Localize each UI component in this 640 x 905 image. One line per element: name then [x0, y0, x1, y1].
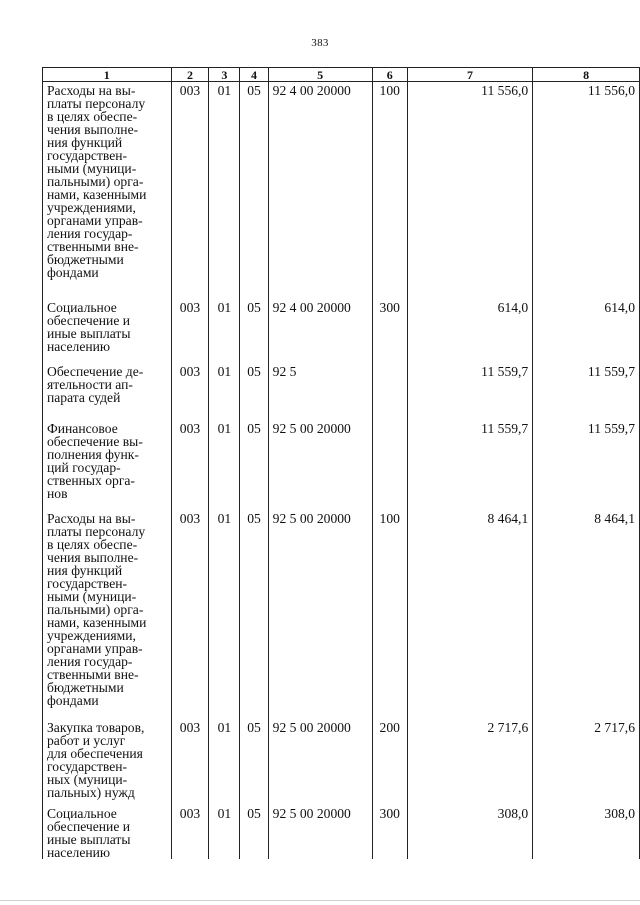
expense-name-line: ления государ- [47, 653, 133, 669]
amount-col8-cell: 614,0 [533, 299, 640, 363]
table-row [43, 719, 640, 805]
table-row [43, 805, 640, 859]
expense-name-line: пальными) орга- [47, 174, 144, 189]
admin-code-cell: 003 [171, 363, 209, 420]
amount-col7-cell: 308,0 [407, 805, 532, 859]
expense-name-cell [43, 363, 172, 420]
amount-col7-cell: 614,0 [407, 299, 532, 363]
expense-name-line: обеспечение и [47, 312, 131, 328]
amount-col7-cell: 11 559,7 [407, 420, 532, 510]
expense-name-cell [43, 510, 172, 719]
expense-name-line: фондами [47, 265, 99, 280]
expense-name-line: ятельности ап- [47, 376, 133, 392]
amount-col8-cell: 11 559,7 [533, 420, 640, 510]
amount-col7-cell: 8 464,1 [407, 510, 532, 719]
target-article-cell: 92 4 00 20000 [268, 82, 372, 299]
expense-name-line: иные выплаты [47, 831, 131, 847]
subsection-code-cell: 05 [240, 82, 268, 299]
section-code-cell: 01 [209, 363, 240, 420]
expense-type-cell [372, 363, 407, 420]
column-header: 6 [372, 68, 407, 82]
amount-col7-cell: 2 717,6 [407, 719, 532, 805]
expense-name-line: ций государ- [47, 459, 121, 475]
amount-col8-cell: 11 556,0 [533, 82, 640, 299]
column-header: 5 [268, 68, 372, 82]
expense-name-line: ственными вне- [47, 239, 139, 254]
admin-code-cell: 003 [171, 510, 209, 719]
column-header: 4 [240, 68, 268, 82]
table-row [43, 299, 640, 363]
target-article-cell: 92 5 [268, 363, 372, 420]
expense-name-cell [43, 719, 172, 805]
amount-col8-cell: 308,0 [533, 805, 640, 859]
subsection-code-cell: 05 [240, 363, 268, 420]
expense-name-line: органами управ- [47, 213, 143, 228]
amount-col7-cell: 11 556,0 [407, 82, 532, 299]
column-header: 2 [171, 68, 209, 82]
column-header: 8 [533, 68, 640, 82]
expense-type-cell [372, 420, 407, 510]
subsection-code-cell: 05 [240, 805, 268, 859]
expense-name-line: нов [47, 485, 68, 501]
section-code-cell: 01 [209, 510, 240, 719]
expense-name-line: в целях обеспе- [47, 109, 138, 124]
expense-name-line: органами управ- [47, 640, 143, 656]
budget-table [42, 67, 640, 859]
expense-name-cell [43, 82, 172, 299]
expense-name-line: полнения функ- [47, 446, 139, 462]
expense-name-cell [43, 299, 172, 363]
expense-name-line: Социальное [47, 805, 117, 821]
admin-code-cell: 003 [171, 805, 209, 859]
section-code-cell: 01 [209, 719, 240, 805]
admin-code-cell: 003 [171, 82, 209, 299]
expense-name-line: иные выплаты [47, 325, 131, 341]
expense-name-line: в целях обеспе- [47, 536, 138, 552]
expense-name-line: нами, казенными [47, 187, 147, 202]
expense-name-line: платы персоналу [47, 523, 146, 539]
expense-name-line: Обеспечение де- [47, 363, 144, 379]
table-row [43, 420, 640, 510]
section-code-cell: 01 [209, 420, 240, 510]
amount-col7-cell: 11 559,7 [407, 363, 532, 420]
expense-name-line: населению [47, 338, 111, 354]
section-code-cell: 01 [209, 299, 240, 363]
expense-name-line: чения выполне- [47, 549, 139, 565]
expense-name-line: нами, казенными [47, 614, 147, 630]
expense-name-cell [43, 805, 172, 859]
subsection-code-cell: 05 [240, 510, 268, 719]
column-header: 1 [43, 68, 172, 82]
admin-code-cell: 003 [171, 420, 209, 510]
expense-name-line: фондами [47, 692, 99, 708]
expense-name-line: ственными вне- [47, 666, 139, 682]
expense-name-line: государствен- [47, 575, 128, 591]
expense-name-line: учреждениями, [47, 627, 136, 643]
admin-code-cell: 003 [171, 299, 209, 363]
expense-name-line: ния функций [47, 135, 123, 150]
column-header: 3 [209, 68, 240, 82]
expense-name-line: ственных орга- [47, 472, 135, 488]
expense-name-line: ления государ- [47, 226, 133, 241]
amount-col8-cell: 2 717,6 [533, 719, 640, 805]
target-article-cell: 92 5 00 20000 [268, 805, 372, 859]
expense-type-cell: 300 [372, 805, 407, 859]
table-row [43, 82, 640, 299]
expense-name-line: Закупка товаров, [47, 719, 145, 735]
expense-name-line: чения выполне- [47, 122, 139, 137]
target-article-cell: 92 5 00 20000 [268, 510, 372, 719]
expense-type-cell: 100 [372, 510, 407, 719]
expense-name-line: работ и услуг [47, 732, 126, 748]
amount-col8-cell: 8 464,1 [533, 510, 640, 719]
expense-name-line: Социальное [47, 299, 117, 315]
expense-name-line: Расходы на вы- [47, 83, 136, 98]
expense-name-line: учреждениями, [47, 200, 136, 215]
expense-name-line: бюджетными [47, 679, 124, 695]
expense-name-line: бюджетными [47, 252, 124, 267]
expense-name-line: населению [47, 844, 111, 859]
amount-col8-cell: 11 559,7 [533, 363, 640, 420]
expense-name-line: ных (муници- [47, 771, 128, 787]
table-row [43, 363, 640, 420]
expense-type-cell: 100 [372, 82, 407, 299]
expense-name-line: обеспечение вы- [47, 433, 143, 449]
expense-name-cell [43, 420, 172, 510]
expense-name-line: Финансовое [47, 420, 118, 436]
subsection-code-cell: 05 [240, 719, 268, 805]
target-article-cell: 92 5 00 20000 [268, 719, 372, 805]
section-code-cell: 01 [209, 82, 240, 299]
subsection-code-cell: 05 [240, 299, 268, 363]
expense-type-cell: 200 [372, 719, 407, 805]
page-number: 383 [311, 37, 329, 49]
target-article-cell: 92 5 00 20000 [268, 420, 372, 510]
table-row [43, 510, 640, 719]
expense-name-line: пальных) нужд [47, 784, 135, 800]
expense-name-line: государствен- [47, 148, 128, 163]
target-article-cell: 92 4 00 20000 [268, 299, 372, 363]
section-code-cell: 01 [209, 805, 240, 859]
expense-name-line: пальными) орга- [47, 601, 144, 617]
page-bottom-edge [0, 900, 640, 901]
expense-name-line: парата судей [47, 389, 121, 405]
column-header: 7 [407, 68, 532, 82]
admin-code-cell: 003 [171, 719, 209, 805]
expense-name-line: ными (муници- [47, 588, 137, 604]
expense-name-line: государствен- [47, 758, 128, 774]
expense-name-line: ными (муници- [47, 161, 137, 176]
expense-name-line: Расходы на вы- [47, 510, 136, 526]
expense-type-cell: 300 [372, 299, 407, 363]
expense-name-line: обеспечение и [47, 818, 131, 834]
expense-name-line: ния функций [47, 562, 123, 578]
subsection-code-cell: 05 [240, 420, 268, 510]
expense-name-line: для обеспечения [47, 745, 143, 761]
expense-name-line: платы персоналу [47, 96, 146, 111]
table-header-row [43, 68, 640, 82]
